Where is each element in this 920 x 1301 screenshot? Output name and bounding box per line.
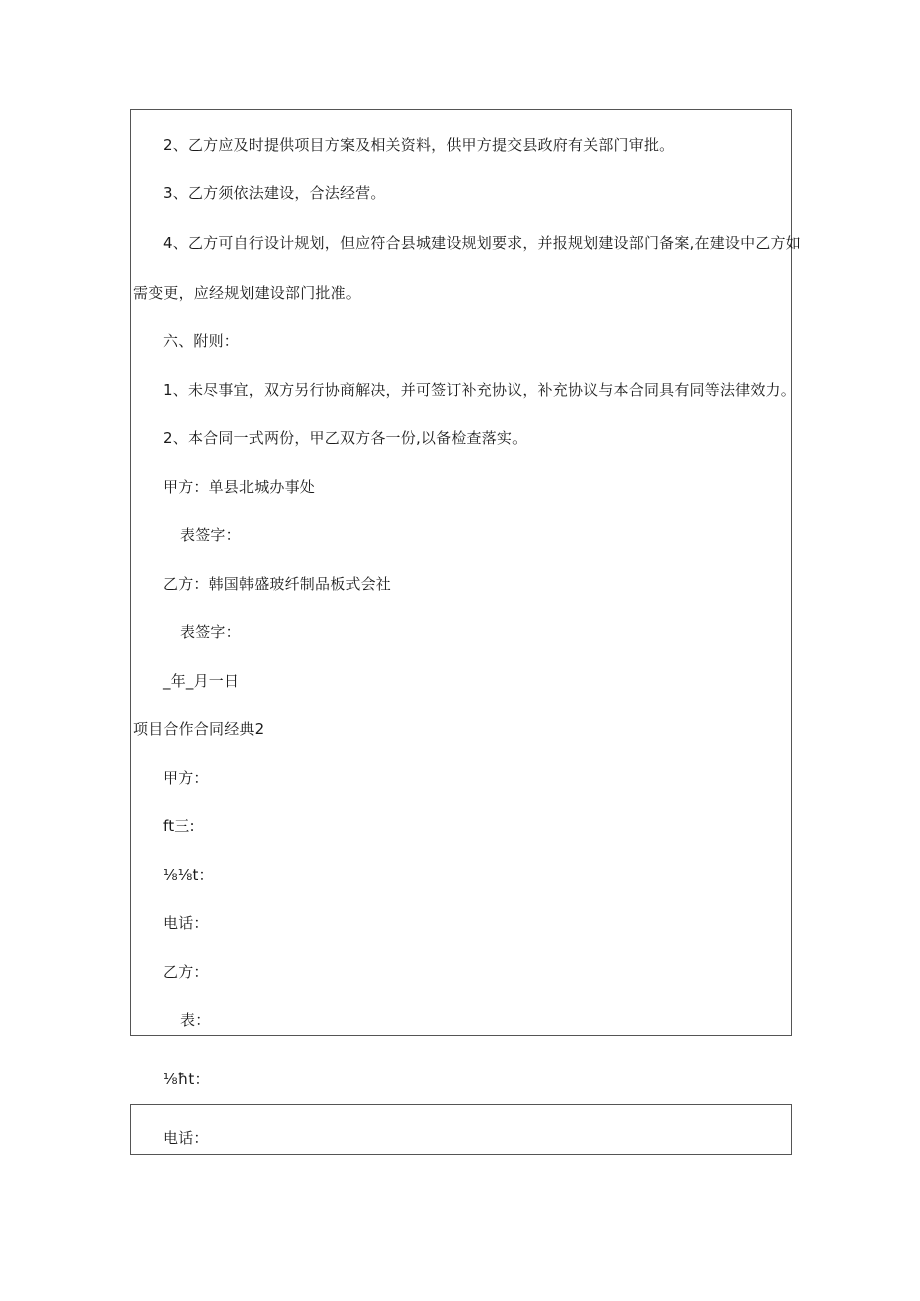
date-line: _年_月一日: [163, 672, 240, 690]
clause-4-planning: 4、乙方可自行设计规划，但应符合县城建设规划要求，并报规划建设部门备案,在建设中乙方如: [163, 234, 801, 252]
contract2-party-a-label: 甲方：: [163, 769, 209, 787]
party-b-name: 乙方：韩国韩盛玻纤制品板式会社: [163, 575, 392, 593]
contract2-party-b-phone: 电话：: [163, 1129, 209, 1147]
contract2-party-b-representative: 表：: [180, 1011, 211, 1029]
clause-3-legal-construction: 3、乙方须依法建设，合法经营。: [163, 184, 386, 202]
contract2-field-address: ⅛⅛t：: [163, 866, 214, 884]
document-frame-bottom: [130, 1104, 792, 1155]
contract2-party-b-address: ⅛ħt：: [163, 1070, 210, 1088]
clause-4-planning-cont: 需变更，应经规划建设部门批准。: [133, 284, 362, 302]
party-b-signature-label: 表签字：: [180, 623, 241, 641]
clause-2-materials: 2、乙方应及时提供项目方案及相关资料，供甲方提交县政府有关部门审批。: [163, 136, 675, 154]
contract2-party-b-label: 乙方：: [163, 963, 209, 981]
party-a-name: 甲方：单县北城办事处: [163, 478, 316, 496]
appendix-clause-2: 2、本合同一式两份，甲乙双方各一份,以备检查落实。: [163, 429, 528, 447]
contract-title-2: 项目合作合同经典2: [133, 720, 265, 738]
contract2-party-a-phone: 电话：: [163, 914, 209, 932]
party-a-signature-label: 表签字：: [180, 526, 241, 544]
contract2-field-representative: ft三:: [163, 817, 195, 835]
section-heading-appendix: 六、附则：: [163, 332, 240, 350]
appendix-clause-1: 1、未尽事宜，双方另行协商解决，并可签订补充协议，补充协议与本合同具有同等法律效力。: [163, 381, 796, 399]
